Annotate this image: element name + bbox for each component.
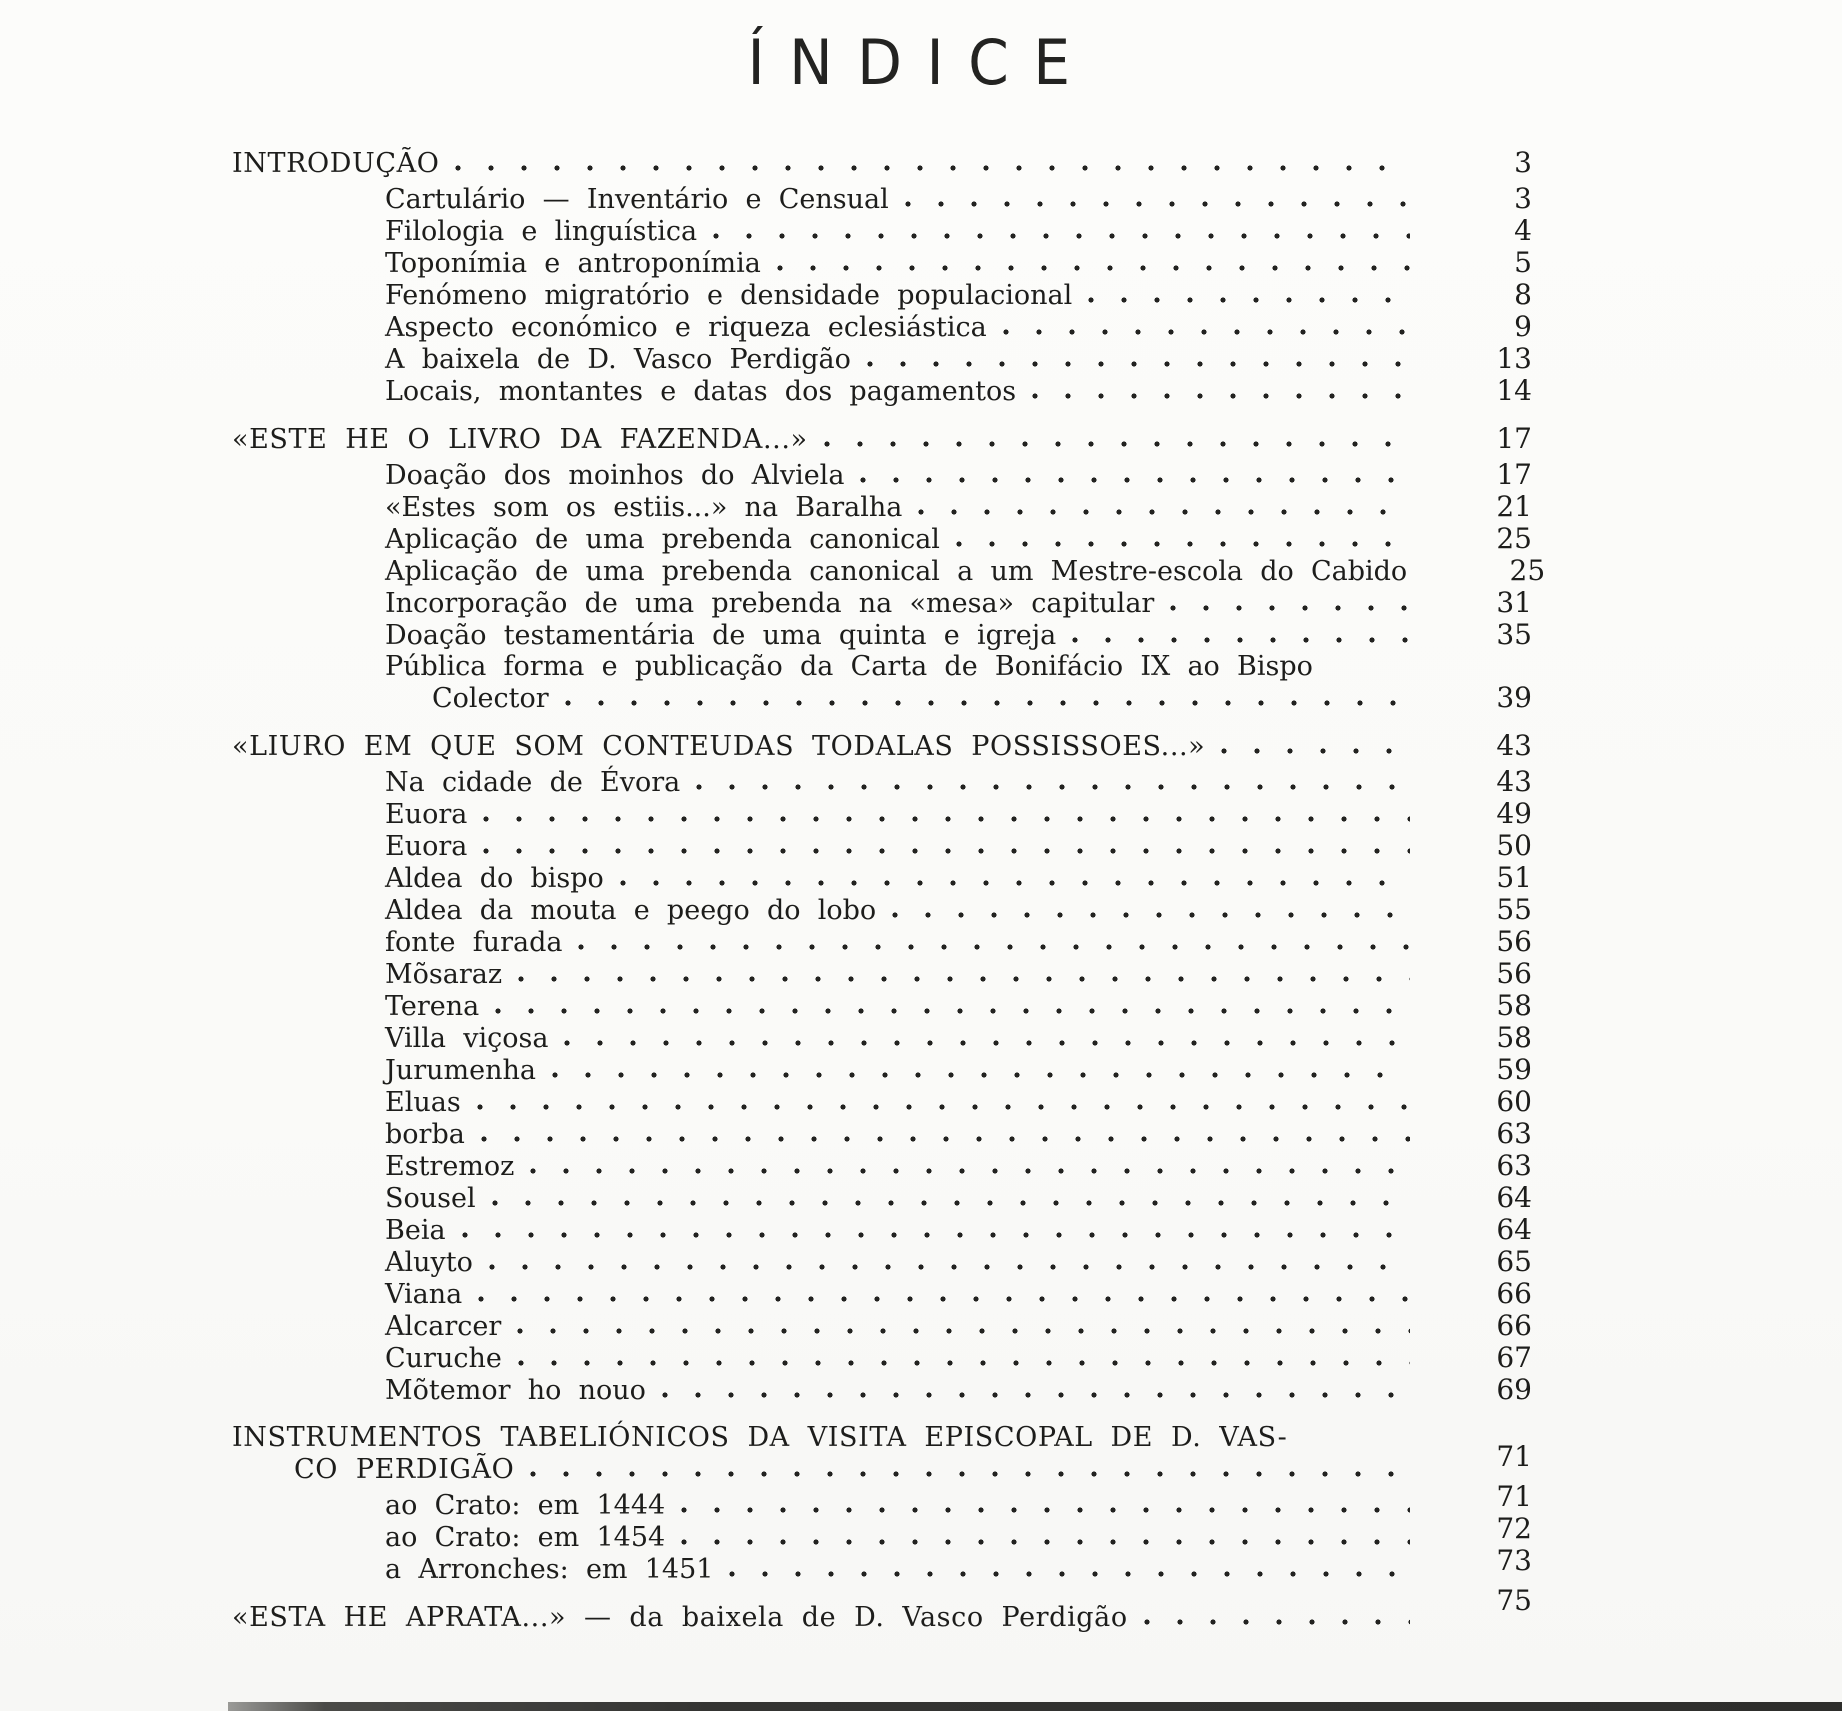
toc-section-heading [232,1424,1532,1483]
section-title: «ESTE HE O LIVRO DA FAZENDA...» [232,424,808,455]
dot-leader [483,800,1410,828]
entry-label: Beia [385,1215,446,1246]
section-title: CO PERDIGÃO [294,1454,515,1485]
page-number: 5 [1514,246,1532,279]
entry-label: Mõsaraz [385,959,503,990]
entry-label: Alcarcer [385,1311,502,1342]
entry-label: Aluyto [385,1247,473,1278]
entry-label: ao Crato: em 1454 [385,1522,666,1553]
page-number: 67 [1496,1341,1532,1374]
entry-label: Estremoz [385,1151,515,1182]
page-number: 9 [1514,310,1532,343]
dot-leader [1221,732,1410,760]
entry-label: Euora [385,799,468,830]
dot-leader [564,1024,1410,1052]
toc-entry-row [232,1341,1532,1374]
entry-label: borba [385,1119,465,1150]
entry-label: ao Crato: em 1444 [385,1490,666,1521]
entry-label: Doação testamentária de uma quinta e igreja [385,620,1057,651]
toc-section [232,729,1532,1406]
toc-entry-row [232,1213,1532,1246]
toc-entry-row [232,458,1532,491]
dot-leader [552,1056,1410,1084]
dot-leader [492,1184,1410,1212]
dot-leader [518,960,1410,988]
entry-label: fonte furada [385,927,563,958]
toc-entry-row [232,1277,1532,1310]
toc-entry-row [232,989,1532,1022]
page-number: 73 [1496,1544,1532,1577]
toc-entry-row [232,342,1532,375]
dot-leader [518,1344,1410,1372]
toc-entry-row [232,490,1532,523]
toc-entry-row [232,522,1532,555]
page-number: 58 [1496,1021,1532,1054]
toc-entry-row [232,618,1532,651]
toc-section [232,422,1546,714]
dot-leader [477,1088,1410,1116]
dot-leader [517,1312,1410,1340]
page-number: 58 [1496,989,1532,1022]
toc-section-heading-row [232,1584,1532,1633]
dot-leader [905,185,1410,213]
page-number: 25 [1509,554,1546,587]
scan-edge-artifact [228,1702,1842,1711]
entry-label: Toponímia e antroponímia [385,248,761,279]
dot-leader [713,217,1410,245]
toc-entry-row [232,1245,1532,1278]
toc-entry-row [232,310,1532,343]
entry-label: Pública forma e publicação da Carta de Bonifácio IX ao Bispo [385,651,1313,682]
page-number: 63 [1496,1117,1532,1150]
toc-section [232,146,1532,407]
page-number: 64 [1496,1181,1532,1214]
page-number: 31 [1496,586,1532,619]
dot-leader [478,1280,1410,1308]
page-number: 71 [1496,1440,1532,1473]
dot-leader [495,992,1410,1020]
dot-leader [530,1152,1410,1180]
page-number: 43 [1496,765,1532,798]
entry-label: Na cidade de Évora [385,767,681,798]
entry-label: Filologia e linguística [385,216,698,247]
toc-section-heading [232,146,1532,179]
page-number: 13 [1496,342,1532,375]
page-number: 56 [1496,925,1532,958]
page-number: 56 [1496,957,1532,990]
dot-leader [483,832,1410,860]
toc-entry-row [232,893,1532,926]
toc-entry-row [232,214,1532,247]
toc-entry-row [232,1181,1532,1214]
page-number: 25 [1496,522,1532,555]
dot-leader [481,1120,1410,1148]
toc-entry-row [232,1373,1532,1406]
page-number: 3 [1514,146,1532,179]
entry-label: Viana [385,1279,463,1310]
entry-label: Terena [385,991,480,1022]
toc-entry-row [232,653,1532,680]
page-number: 55 [1496,893,1532,926]
dot-leader [867,345,1410,373]
toc-entry-row [232,554,1546,587]
toc-entry-row [232,861,1532,894]
toc-entry-row [232,278,1532,311]
page-number: 50 [1496,829,1532,862]
entry-label: Colector [432,683,549,714]
page-number: 66 [1496,1309,1532,1342]
toc-section [232,1584,1532,1633]
dot-leader [620,864,1410,892]
entry-label: Curuche [385,1343,502,1374]
dot-leader [489,1248,1410,1276]
entry-label: Aspecto económico e riqueza eclesiástica [385,312,987,343]
dot-leader [860,461,1410,489]
entry-label: Aplicação de uma prebenda canonical a um Mestre-escola do Cabido [385,556,1408,587]
page-number: 72 [1496,1512,1532,1545]
page-title: ÍNDICE [747,26,1095,99]
dot-leader [696,768,1410,796]
dot-leader [729,1555,1410,1583]
page-number: 35 [1496,618,1532,651]
dot-leader [1170,589,1410,617]
dot-leader [530,1455,1410,1483]
toc-section-heading [232,422,1532,455]
toc-section-heading [232,729,1532,762]
toc-entry-row [232,182,1532,215]
dot-leader [565,684,1410,712]
toc [232,146,1546,1633]
toc-entry-row [232,1544,1532,1585]
entry-label: Mõtemor ho nouo [385,1375,646,1406]
page-number: 59 [1496,1053,1532,1086]
page-number: 60 [1496,1085,1532,1118]
toc-section-heading-row [232,1440,1532,1485]
entry-label: Jurumenha [385,1055,536,1086]
page-number: 8 [1514,278,1532,311]
toc-entry-row [232,829,1532,862]
dot-leader [1144,1603,1410,1631]
page-number: 64 [1496,1213,1532,1246]
dot-leader [1072,621,1410,649]
page-number: 3 [1514,182,1532,215]
dot-leader [1088,281,1410,309]
dot-leader [578,928,1410,956]
toc-entry-row [232,797,1532,830]
toc-section-heading-row [232,729,1532,762]
toc-entry-row [232,925,1532,958]
dot-leader [681,1523,1410,1551]
toc-entry-row [232,1149,1532,1182]
toc-entry-row [232,1117,1532,1150]
dot-leader [956,525,1410,553]
section-title: INTRODUÇÃO [232,148,440,179]
page-number: 17 [1496,422,1532,455]
entry-label: A baixela de D. Vasco Perdigão [385,344,851,375]
section-title: INSTRUMENTOS TABELIÓNICOS DA VISITA EPISCOPAL DE D. VAS- [232,1422,1288,1453]
page-number: 51 [1496,861,1532,894]
page-number: 71 [1496,1480,1532,1513]
toc-entry-row [232,765,1532,798]
entry-label: Aldea da mouta e peego do lobo [385,895,877,926]
toc-entry-row [232,1021,1532,1054]
entry-label: Incorporação de uma prebenda na «mesa» capitular [385,588,1155,619]
dot-leader [1032,377,1410,405]
entry-label: a Arronches: em 1451 [385,1554,714,1585]
toc-section-heading-row [232,146,1532,179]
toc-entry-row [232,1309,1532,1342]
entry-label: Locais, montantes e datas dos pagamentos [385,376,1017,407]
page-number: 4 [1514,214,1532,247]
dot-leader [777,249,1410,277]
entry-label: Fenómeno migratório e densidade populacional [385,280,1073,311]
page-number: 63 [1496,1149,1532,1182]
entry-label: Cartulário — Inventário e Censual [385,184,889,215]
toc-entry-row [232,1480,1532,1521]
dot-leader [662,1376,1410,1404]
dot-leader [918,493,1410,521]
entry-label: Eluas [385,1087,461,1118]
entry-label: Aplicação de uma prebenda canonical [385,524,940,555]
dot-leader [1003,313,1410,341]
dot-leader [892,896,1410,924]
dot-leader [824,425,1410,453]
toc-entry-row [232,374,1532,407]
toc-entry-row [232,957,1532,990]
toc-entry-row [232,1512,1532,1553]
dot-leader [455,149,1410,177]
toc-entry-row [232,1085,1532,1118]
page-number: 69 [1496,1373,1532,1406]
toc-section-heading-row [232,1424,1532,1451]
entry-label: Doação dos moinhos do Alviela [385,460,845,491]
toc-entry-row [232,586,1532,619]
toc-entry-row [232,246,1532,279]
entry-label: Euora [385,831,468,862]
section-title: «ESTA HE APRATA...» — da baixela de D. Vasco Perdigão [232,1602,1128,1633]
toc-section-heading-row [232,422,1532,455]
toc-entry-row [232,1053,1532,1086]
page-number: 14 [1496,374,1532,407]
page-number: 39 [1496,681,1532,714]
dot-leader [681,1491,1410,1519]
toc-section [232,1424,1532,1583]
section-title: «LIURO EM QUE SOM CONTEUDAS TODALAS POSSISSOES...» [232,731,1206,762]
page-number: 65 [1496,1245,1532,1278]
entry-label: Villa viçosa [385,1023,549,1054]
toc-section-heading [232,1584,1532,1633]
dot-leader [462,1216,1410,1244]
toc-entry-row [232,681,1532,714]
entry-label: Sousel [385,1183,476,1214]
page-number: 49 [1496,797,1532,830]
page-number: 17 [1496,458,1532,491]
page-number: 66 [1496,1277,1532,1310]
entry-label: «Estes som os estiis...» na Baralha [385,492,903,523]
page-number: 21 [1496,490,1532,523]
entry-label: Aldea do bispo [385,863,604,894]
page-number: 75 [1496,1584,1532,1617]
page-number: 43 [1496,729,1532,762]
